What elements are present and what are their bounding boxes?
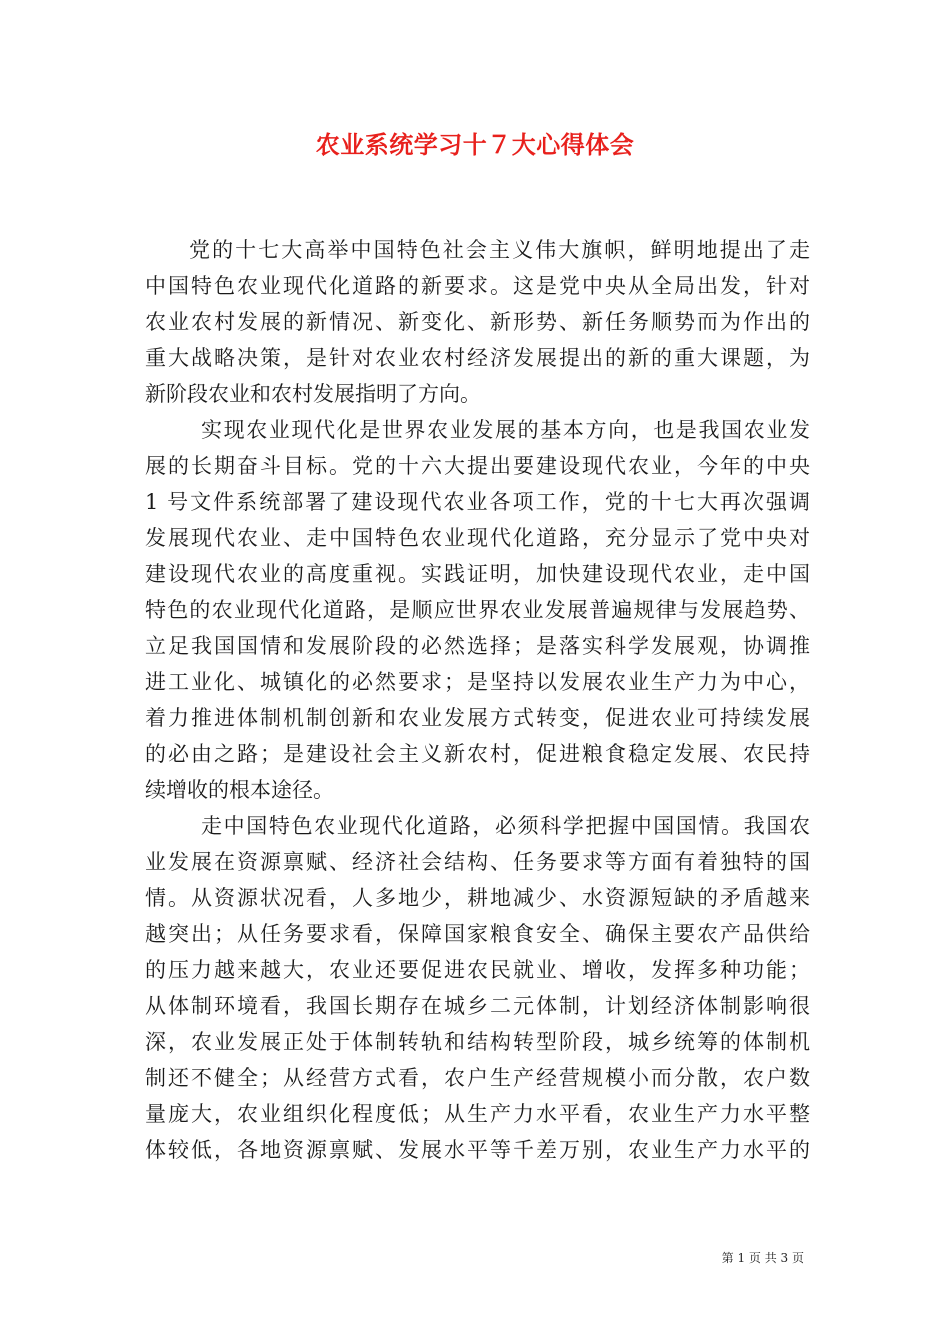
paragraph-line: 中国特色农业现代化道路的新要求。这是党中央从全局出发，针对 — [145, 274, 810, 298]
paragraph-line: 制还不健全；从经营方式看，农户生产经营规模小而分散，农户数 — [145, 1066, 810, 1090]
paragraph-line: 着力推进体制机制创新和农业发展方式转变，促进农业可持续发展 — [145, 706, 810, 730]
paragraph-line: 特色的农业现代化道路，是顺应世界农业发展普遍规律与发展趋势、 — [145, 598, 810, 622]
paragraph-line: 业发展在资源禀赋、经济社会结构、任务要求等方面有着独特的国 — [145, 850, 810, 874]
paragraph-line: 展的长期奋斗目标。党的十六大提出要建设现代农业，今年的中央 — [145, 454, 810, 478]
paragraph-line: 新阶段农业和农村发展指明了方向。 — [145, 382, 481, 406]
paragraph-line: 续增收的根本途径。 — [145, 778, 334, 802]
paragraph-line: 实现农业现代化是世界农业发展的基本方向，也是我国农业发 — [201, 418, 810, 442]
paragraph — [145, 808, 810, 1168]
paragraph-line: 深，农业发展正处于体制转轨和结构转型阶段，城乡统筹的体制机 — [145, 1030, 810, 1054]
paragraph-line: 发展现代农业、走中国特色农业现代化道路，充分显示了党中央对 — [145, 526, 810, 550]
paragraph-line: 重大战略决策，是针对农业农村经济发展提出的新的重大课题，为 — [145, 346, 810, 370]
paragraph-line: 量庞大，农业组织化程度低；从生产力水平看，农业生产力水平整 — [145, 1102, 810, 1126]
paragraph-line: 越突出；从任务要求看，保障国家粮食安全、确保主要农产品供给 — [145, 922, 810, 946]
paragraph-line: 走中国特色农业现代化道路，必须科学把握中国国情。我国农 — [201, 814, 810, 838]
paragraph — [145, 412, 810, 808]
paragraph-line: 农业农村发展的新情况、新变化、新形势、新任务顺势而为作出的 — [145, 310, 810, 334]
paragraph-line: 建设现代农业的高度重视。实践证明，加快建设现代农业，走中国 — [145, 562, 810, 586]
paragraph-line: 的压力越来越大，农业还要促进农民就业、增收，发挥多种功能； — [145, 958, 810, 982]
document-title: 农业系统学习十７大心得体会 — [315, 130, 635, 159]
paragraph-line: 体较低，各地资源禀赋、发展水平等千差万别，农业生产力水平的 — [145, 1138, 810, 1162]
paragraph-line: 立足我国国情和发展阶段的必然选择；是落实科学发展观，协调推 — [145, 634, 810, 658]
page-number-footer: 第 1 页 共 3 页 — [721, 1251, 804, 1265]
paragraph-line: 1 号文件系统部署了建设现代农业各项工作，党的十七大再次强调 — [145, 490, 810, 514]
paragraph-line: 的必由之路；是建设社会主义新农村，促进粮食稳定发展、农民持 — [145, 742, 810, 766]
paragraph — [145, 232, 810, 412]
paragraph-line: 从体制环境看，我国长期存在城乡二元体制，计划经济体制影响很 — [145, 994, 810, 1018]
paragraph-line: 党的十七大高举中国特色社会主义伟大旗帜，鲜明地提出了走 — [189, 238, 810, 262]
paragraph-line: 进工业化、城镇化的必然要求；是坚持以发展农业生产力为中心， — [145, 670, 810, 694]
document-body — [145, 232, 810, 1168]
paragraph-line: 情。从资源状况看，人多地少，耕地减少、水资源短缺的矛盾越来 — [145, 886, 810, 910]
